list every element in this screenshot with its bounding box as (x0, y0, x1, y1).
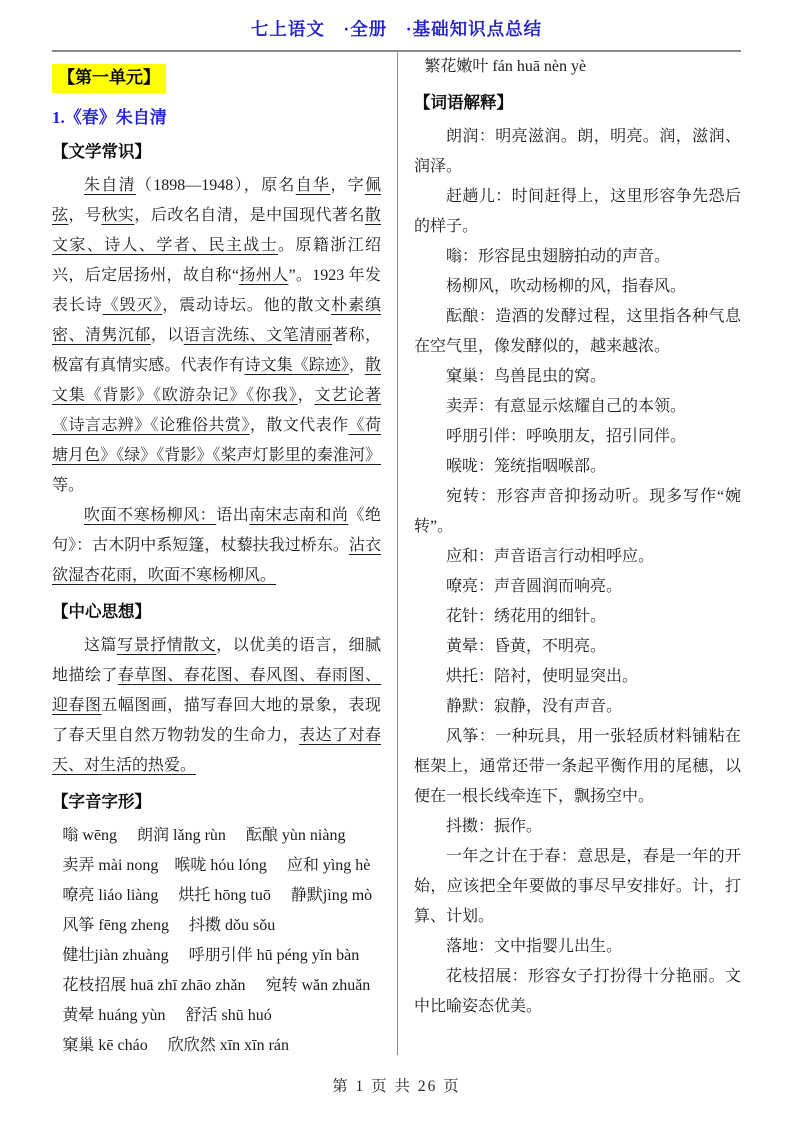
underlined-text: 沾衣欲湿杏花雨，吹面不寒杨柳风。 (52, 537, 381, 584)
underlined-text: 扬州人 (239, 267, 289, 284)
unit-title-highlight: 【第一单元】 (52, 64, 166, 93)
definition-item: 宛转：形容声音抑扬动听。现多写作“婉转”。 (414, 488, 741, 535)
definition-item: 嘹亮：声音圆润而响亮。 (446, 578, 623, 595)
section-heading: 【词语解释】 (414, 93, 513, 112)
underlined-text: 散文集《背影》《欧游杂记》《你我》 (52, 357, 381, 404)
document-title: 七上语文 ·全册 ·基础知识点总结 (250, 19, 543, 39)
text-run: 这篇 (84, 637, 118, 654)
right-column (398, 52, 741, 1055)
text-run: 五幅图画，描写春回大地的景象，表现了春天里自然万物勃发的生命力， (52, 697, 381, 744)
underlined-text: 吹面不寒杨柳风： (84, 507, 217, 524)
underlined-text: 南宋志南和尚 (249, 507, 349, 524)
lesson-title: 1.《春》朱自清 (52, 108, 167, 127)
underlined-text: 《毁灭》 (102, 297, 163, 314)
definition-item: 静默：寂静，没有声音。 (446, 698, 623, 715)
definition-item: 卖弄：有意显示炫耀自己的本领。 (446, 398, 687, 415)
definition-item: 烘托：陪衬，使明显突出。 (446, 668, 639, 685)
text-run: 语出 (216, 507, 250, 524)
text-run: ，号 (68, 207, 102, 224)
definition-item: 一年之计在于春：意思是，春是一年的开始，应该把全年要做的事尽早安排好。计，打算、计划。 (414, 848, 741, 925)
pinyin-line: 风筝 fēng zheng 抖擞 dǒu sǒu (62, 917, 276, 934)
page-footer (0, 1074, 793, 1096)
text-run: ，以优美的语言，细腻地描绘了 (52, 637, 381, 684)
pinyin-line: 繁花嫩叶 fán huā nèn yè (424, 58, 587, 75)
definition-item: 朗润：明亮滋润。朗，明亮。润，滋润、润泽。 (414, 128, 741, 175)
underlined-text: 写景抒情散文 (117, 637, 217, 654)
underlined-text: 诗文集《踪迹》 (244, 357, 349, 374)
underlined-text: 文艺论著《诗言志辨》《论雅俗共赏》 (52, 387, 381, 434)
underlined-text: 自华 (295, 177, 331, 194)
definition-item: 呼朋引伴：呼唤朋友，招引同伴。 (446, 428, 687, 445)
definition-item: 赶趟儿：时间赶得上，这里形容争先恐后的样子。 (414, 188, 741, 235)
underlined-text: 佩弦 (52, 177, 381, 224)
text-run: 等。 (52, 477, 85, 494)
definition-item: 花针：绣花用的细针。 (446, 608, 607, 625)
section-heading: 【字音字形】 (52, 792, 151, 811)
definition-item: 喉咙：笼统指咽喉部。 (446, 458, 607, 475)
text-run: ，字 (330, 177, 365, 194)
two-column-body (52, 52, 741, 1055)
unit-title (52, 64, 381, 93)
underlined-text: 表达了对春天、对生活的热爱。 (52, 727, 381, 774)
definition-item: 风筝：一种玩具，用一张轻质材料铺粘在框架上，通常还带一条起平衡作用的尾穗，以便在一根长线牵连下，飘扬空中。 (414, 728, 741, 805)
pinyin-line: 花枝招展 huā zhī zhāo zhǎn 宛转 wǎn zhuǎn (62, 977, 371, 994)
underlined-text: 《荷塘月色》《绿》《背影》《桨声灯影里的秦淮河》 (52, 417, 381, 464)
text-run: ，散文代表作 (249, 417, 349, 434)
text-run: 《绝句》：古木阴中系短篷，杖藜扶我过桥东。 (52, 507, 381, 554)
definition-item: 应和：声音语言行动相呼应。 (446, 548, 655, 565)
text-run: 著称，极富有真情实感。代表作有 (52, 327, 381, 374)
underlined-text: 朴素缜密、清隽沉郁 (52, 297, 381, 344)
pinyin-line: 嘹亮 liáo liàng 烘托 hōng tuō 静默jìng mò (62, 887, 373, 904)
definition-item: 嗡：形容昆虫翅膀拍动的声音。 (446, 248, 671, 265)
section-heading: 【中心思想】 (52, 602, 151, 621)
definition-item: 花枝招展：形容女子打扮得十分艳丽。文中比喻姿态优美。 (414, 968, 741, 1015)
underlined-text: 散文家、诗人、学者、民主战士 (52, 207, 381, 254)
paragraph (52, 501, 381, 591)
text-run: ， (297, 387, 315, 404)
pinyin-line: 黄晕 huáng yùn 舒活 shū huó (62, 1007, 272, 1024)
definition-item: 酝酿：造酒的发酵过程，这里指各种气息在空气里，像发酵似的，越来越浓。 (414, 308, 741, 355)
definition-item: 窠巢：鸟兽昆虫的窝。 (446, 368, 607, 385)
underlined-text: 语言洗练、文笔清丽 (183, 327, 333, 344)
definition-item: 落地：文中指婴儿出生。 (446, 938, 623, 955)
text-run: ，后改名自清，是中国现代著名 (134, 207, 365, 224)
definition-item: 杨柳风，吹动杨柳的风，指春风。 (446, 278, 687, 295)
pinyin-line: 嗡 wēng 朗润 lǎng rùn 酝酿 yùn niàng (62, 827, 346, 844)
page-number-label: 第 1 页 共 26 页 (332, 1078, 461, 1095)
pinyin-line: 健壮jiàn zhuàng 呼朋引伴 hū péng yǐn bàn (62, 947, 360, 964)
document-header (0, 0, 793, 41)
section-heading: 【文学常识】 (52, 142, 151, 161)
left-column (52, 52, 397, 1055)
text-run: ， (348, 357, 365, 374)
paragraph (52, 631, 381, 781)
paragraph (52, 171, 381, 501)
text-run: （1898—1948），原名 (135, 177, 296, 194)
text-run: ”。1923 年发表长诗 (52, 267, 381, 314)
definition-item: 黄晕：昏黄，不明亮。 (446, 638, 607, 655)
underlined-text: 春草图、春花图、春风图、春雨图、迎春图 (52, 667, 381, 714)
text-run: ，以 (150, 327, 184, 344)
text-run: ，震动诗坛。他的散文 (162, 297, 332, 314)
pinyin-line: 卖弄 mài nong 喉咙 hóu lóng 应和 yìng hè (62, 857, 371, 874)
underlined-text: 朱自清 (84, 177, 136, 194)
pinyin-line: 窠巢 kē cháo 欣欣然 xīn xīn rán (62, 1037, 290, 1054)
definition-item: 抖擞：振作。 (446, 818, 543, 835)
text-run: 。原籍浙江绍兴，后定居扬州，故自称“ (52, 237, 381, 284)
underlined-text: 秋实 (101, 207, 135, 224)
